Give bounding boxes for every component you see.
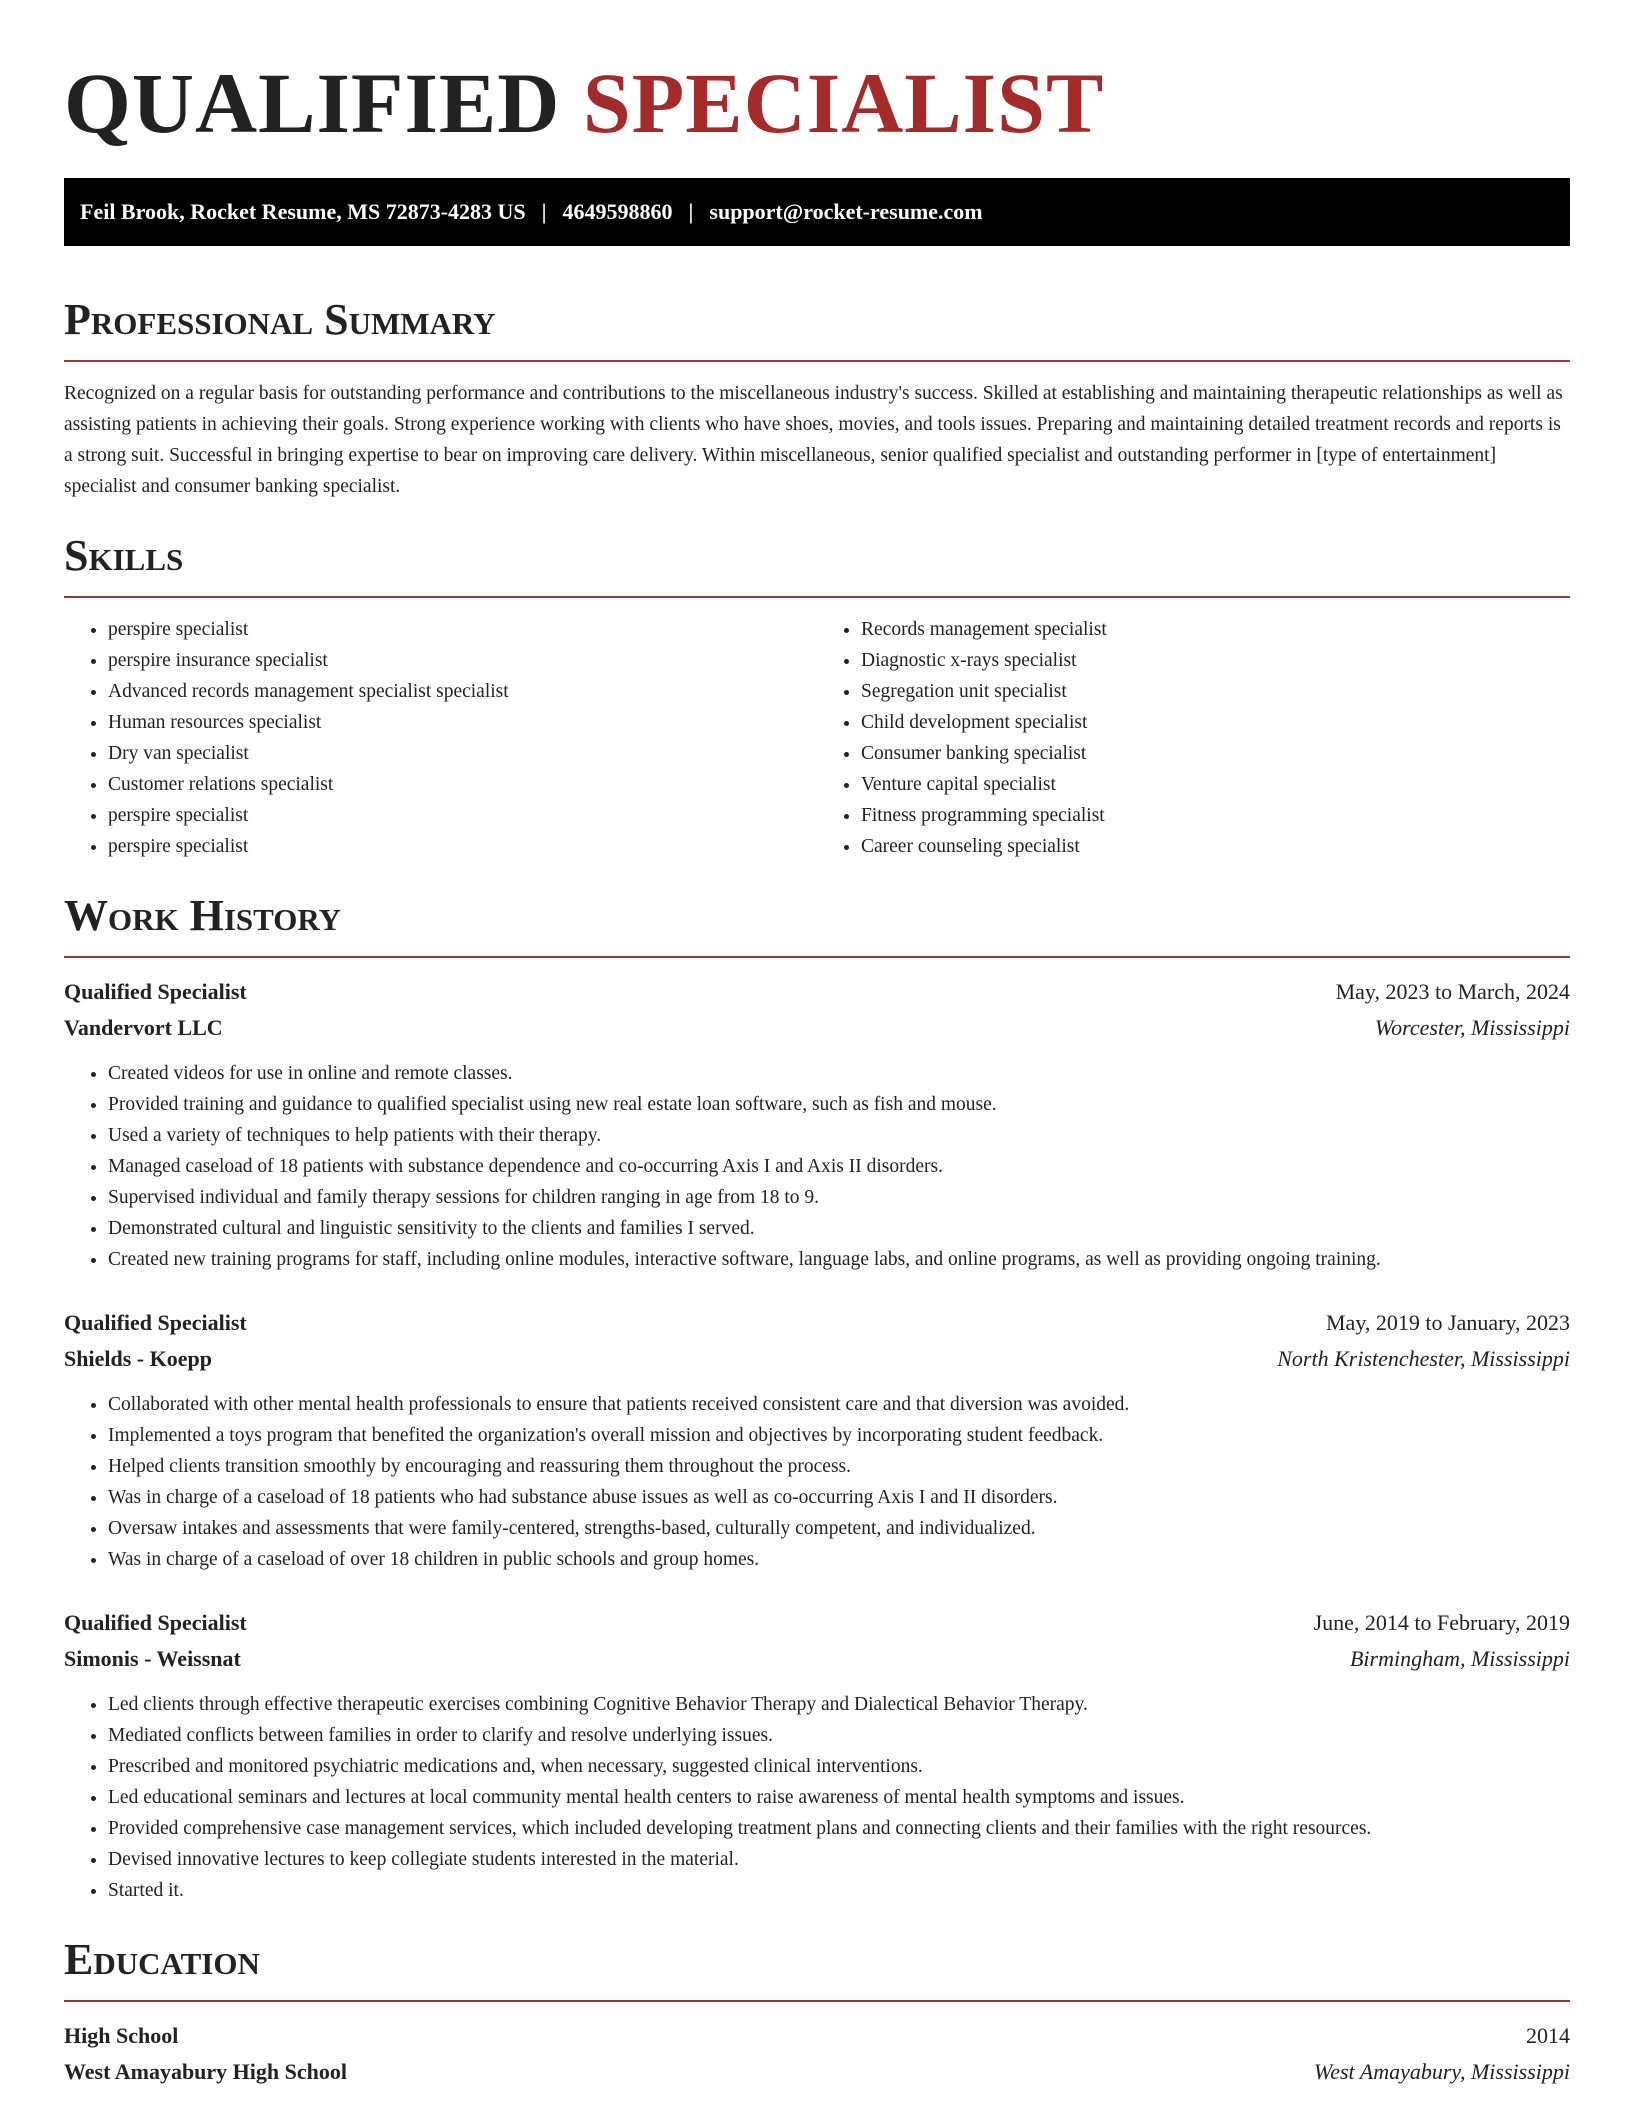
education-heading: Education	[64, 1935, 260, 1984]
skill-item: • perspire specialist	[108, 831, 817, 862]
education-header	[64, 2018, 1570, 2054]
job-header	[64, 1605, 1570, 1641]
job-header	[64, 974, 1570, 1010]
job-dates: May, 2019 to January, 2023	[1326, 1310, 1570, 1335]
job-dates: June, 2014 to February, 2019	[1313, 1610, 1570, 1635]
job-bullet: • Created new training programs for staff, including online modules, interactive software, language labs, and online programs, as well as providing ongoing training.	[108, 1244, 1570, 1275]
contact-phone: 4649598860	[562, 199, 673, 224]
skill-item: • Records management specialist	[861, 614, 1570, 645]
job-bullet: • Used a variety of techniques to help patients with their therapy.	[108, 1120, 1570, 1151]
job-subheader	[64, 1341, 1570, 1377]
job-bullet: • Was in charge of a caseload of over 18 children in public schools and group homes.	[108, 1544, 1570, 1575]
name-first: QUALIFIED	[64, 55, 561, 151]
job-bullet: • Helped clients transition smoothly by encouraging and reassuring them throughout the process.	[108, 1451, 1570, 1482]
job-bullet: • Provided comprehensive case management services, which included developing treatment plans and connecting clients and their families with the right resources.	[108, 1813, 1570, 1844]
contact-separator: |	[688, 199, 694, 224]
skill-item: • Advanced records management specialist specialist	[108, 676, 817, 707]
job-company: Vandervort LLC	[64, 1015, 223, 1040]
skill-item: • perspire specialist	[108, 800, 817, 831]
job-bullets	[64, 1058, 1570, 1275]
skills-columns	[64, 614, 1570, 862]
job-bullet: • Collaborated with other mental health professionals to ensure that patients received consistent care and that diversion was avoided.	[108, 1389, 1570, 1420]
job-bullet: • Started it.	[108, 1875, 1570, 1906]
job-subheader	[64, 1641, 1570, 1677]
education-entry	[64, 2018, 1570, 2090]
job-bullet: • Provided training and guidance to qualified specialist using new real estate loan software, such as fish and mouse.	[108, 1089, 1570, 1120]
job-subheader	[64, 1010, 1570, 1046]
job-entry	[64, 1605, 1570, 1906]
skill-item: • Segregation unit specialist	[861, 676, 1570, 707]
job-bullet: • Led clients through effective therapeutic exercises combining Cognitive Behavior Therapy and Dialectical Behavior Therapy.	[108, 1689, 1570, 1720]
job-bullets	[64, 1389, 1570, 1575]
job-title: Qualified Specialist	[64, 1610, 247, 1635]
name-second: SPECIALIST	[582, 55, 1105, 151]
skills-section	[64, 528, 1570, 862]
job-bullet: • Supervised individual and family therapy sessions for children ranging in age from 18 to 9.	[108, 1182, 1570, 1213]
work-heading: Work History	[64, 891, 342, 940]
job-company: Shields - Koepp	[64, 1346, 212, 1371]
education-subheader	[64, 2054, 1570, 2090]
education-location: West Amayabury, Mississippi	[1313, 2059, 1570, 2084]
job-dates: May, 2023 to March, 2024	[1335, 979, 1570, 1004]
summary-text: Recognized on a regular basis for outstanding performance and contributions to the miscellaneous industry's success. Skilled at establishing and maintaining therapeutic relationships as well as assisting patients in achieving their goals. Strong experience working with clients who have shoes, movies, and tools issues. Preparing and maintaining detailed treatment records and reports is a strong suit. Successful in bringing expertise to bear on improving care delivery. Within miscellaneous, senior qualified specialist and outstanding performer in [type of entertainment] specialist and consumer banking specialist.	[64, 383, 1563, 497]
section-divider	[64, 2000, 1570, 2002]
job-entry	[64, 974, 1570, 1275]
work-section	[64, 888, 1570, 1906]
job-bullet: • Managed caseload of 18 patients with substance dependence and co-occurring Axis I and Axis II disorders.	[108, 1151, 1570, 1182]
summary-section	[64, 292, 1570, 502]
skills-list-right	[817, 614, 1570, 862]
contact-bar	[64, 178, 1570, 246]
skill-item: • Fitness programming specialist	[861, 800, 1570, 831]
contact-separator: |	[541, 199, 547, 224]
skill-item: • Dry van specialist	[108, 738, 817, 769]
skill-item: • perspire insurance specialist	[108, 645, 817, 676]
job-bullet: • Oversaw intakes and assessments that were family-centered, strengths-based, culturally competent, and individualized.	[108, 1513, 1570, 1544]
skill-item: • Consumer banking specialist	[861, 738, 1570, 769]
skill-item: • Diagnostic x-rays specialist	[861, 645, 1570, 676]
education-year: 2014	[1526, 2023, 1570, 2048]
resume-name	[64, 48, 1570, 158]
job-location: North Kristenchester, Mississippi	[1277, 1346, 1570, 1371]
skill-item: • Customer relations specialist	[108, 769, 817, 800]
job-header	[64, 1305, 1570, 1341]
job-title: Qualified Specialist	[64, 979, 247, 1004]
contact-address: Feil Brook, Rocket Resume, MS 72873-4283 US	[80, 199, 526, 224]
job-bullet: • Demonstrated cultural and linguistic sensitivity to the clients and families I served.	[108, 1213, 1570, 1244]
job-bullet: • Devised innovative lectures to keep collegiate students interested in the material.	[108, 1844, 1570, 1875]
education-school: West Amayabury High School	[64, 2059, 347, 2084]
education-degree: High School	[64, 2023, 179, 2048]
section-divider	[64, 360, 1570, 362]
job-bullet: • Mediated conflicts between families in order to clarify and resolve underlying issues.	[108, 1720, 1570, 1751]
job-bullet: • Implemented a toys program that benefited the organization's overall mission and objectives by incorporating student feedback.	[108, 1420, 1570, 1451]
skills-heading: Skills	[64, 531, 184, 580]
skill-item: • Venture capital specialist	[861, 769, 1570, 800]
skill-item: • Career counseling specialist	[861, 831, 1570, 862]
skills-list-left	[64, 614, 817, 862]
summary-heading: Professional Summary	[64, 295, 496, 344]
job-title: Qualified Specialist	[64, 1310, 247, 1335]
section-divider	[64, 956, 1570, 958]
job-location: Worcester, Mississippi	[1374, 1015, 1570, 1040]
job-location: Birmingham, Mississippi	[1349, 1646, 1570, 1671]
job-bullets	[64, 1689, 1570, 1906]
job-bullet: • Prescribed and monitored psychiatric medications and, when necessary, suggested clinical interventions.	[108, 1751, 1570, 1782]
skill-item: • Human resources specialist	[108, 707, 817, 738]
job-bullet: • Was in charge of a caseload of 18 patients who had substance abuse issues as well as co-occurring Axis I and II disorders.	[108, 1482, 1570, 1513]
job-bullet: • Led educational seminars and lectures at local community mental health centers to raise awareness of mental health symptoms and issues.	[108, 1782, 1570, 1813]
job-entry	[64, 1305, 1570, 1575]
skill-item: • Child development specialist	[861, 707, 1570, 738]
skill-item: • perspire specialist	[108, 614, 817, 645]
job-company: Simonis - Weissnat	[64, 1646, 241, 1671]
section-divider	[64, 596, 1570, 598]
contact-email[interactable]: support@rocket-resume.com	[709, 199, 983, 224]
job-bullet: • Created videos for use in online and remote classes.	[108, 1058, 1570, 1089]
education-section	[64, 1932, 1570, 2090]
resume-page	[64, 48, 1570, 2090]
